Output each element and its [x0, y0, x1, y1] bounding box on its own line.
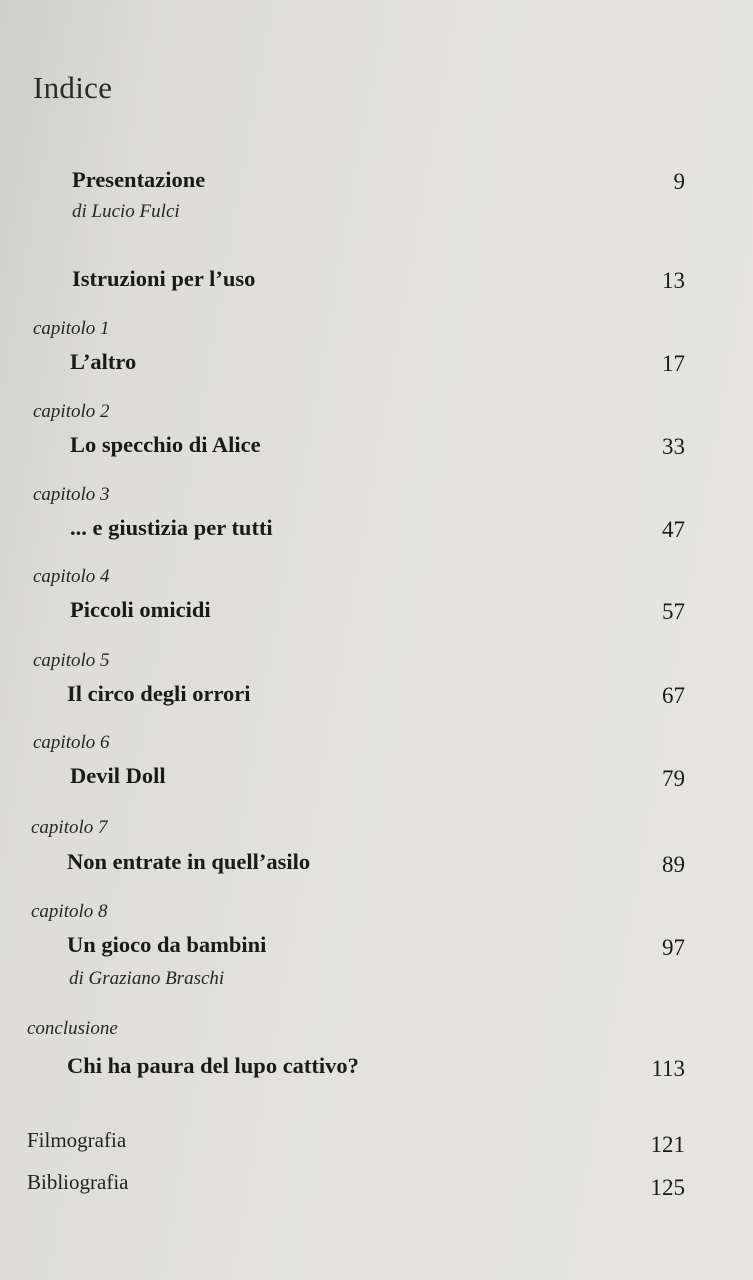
entry-page-capitolo-3: 47 — [662, 517, 685, 542]
entry-label-conclusione: conclusione — [27, 1018, 118, 1039]
entry-page-capitolo-1: 17 — [662, 351, 685, 376]
entry-label-capitolo-7: capitolo 7 — [31, 817, 108, 838]
appendix-heading-bibliografia: Bibliografia — [27, 1170, 129, 1194]
appendix-page-bibliografia: 125 — [650, 1175, 685, 1200]
entry-page-capitolo-6: 79 — [662, 766, 685, 791]
entry-heading-presentazione: Presentazione — [72, 167, 206, 192]
entry-label-capitolo-5: capitolo 5 — [33, 650, 110, 671]
entry-label-capitolo-6: capitolo 6 — [33, 732, 110, 753]
entry-page-capitolo-7: 89 — [662, 852, 685, 877]
entry-label-capitolo-1: capitolo 1 — [33, 318, 110, 339]
entry-heading-capitolo-3: ... e giustizia per tutti — [70, 515, 273, 540]
appendix-page-filmografia: 121 — [650, 1132, 685, 1157]
entry-label-capitolo-8: capitolo 8 — [31, 901, 108, 922]
entry-heading-capitolo-7: Non entrate in quell’asilo — [67, 849, 311, 874]
appendix-heading-filmografia: Filmografia — [27, 1128, 127, 1152]
entry-page-presentazione: 9 — [673, 169, 685, 194]
entry-page-capitolo-4: 57 — [662, 599, 685, 624]
entry-heading-capitolo-8: Un gioco da bambini — [67, 932, 267, 957]
entry-page-capitolo-5: 67 — [662, 683, 685, 708]
entry-heading-capitolo-4: Piccoli omicidi — [70, 597, 211, 622]
entry-heading-capitolo-2: Lo specchio di Alice — [70, 432, 261, 457]
entry-author-capitolo-8: di Graziano Braschi — [69, 968, 225, 989]
page-title: Indice — [33, 70, 113, 105]
entry-label-capitolo-2: capitolo 2 — [33, 401, 110, 422]
entry-heading-capitolo-1: L’altro — [70, 349, 137, 374]
entry-label-capitolo-3: capitolo 3 — [33, 484, 110, 505]
entry-heading-conclusione: Chi ha paura del lupo cattivo? — [67, 1053, 359, 1078]
entry-author-presentazione: di Lucio Fulci — [72, 201, 180, 222]
entry-page-capitolo-2: 33 — [662, 434, 685, 459]
entry-page-conclusione: 113 — [651, 1056, 685, 1081]
entry-page-istruzioni: 13 — [662, 268, 685, 293]
entry-page-capitolo-8: 97 — [662, 935, 685, 960]
entry-heading-capitolo-5: Il circo degli orrori — [67, 681, 251, 706]
entry-label-capitolo-4: capitolo 4 — [33, 566, 110, 587]
entry-heading-istruzioni: Istruzioni per l’uso — [72, 266, 256, 291]
entry-heading-capitolo-6: Devil Doll — [70, 763, 166, 788]
